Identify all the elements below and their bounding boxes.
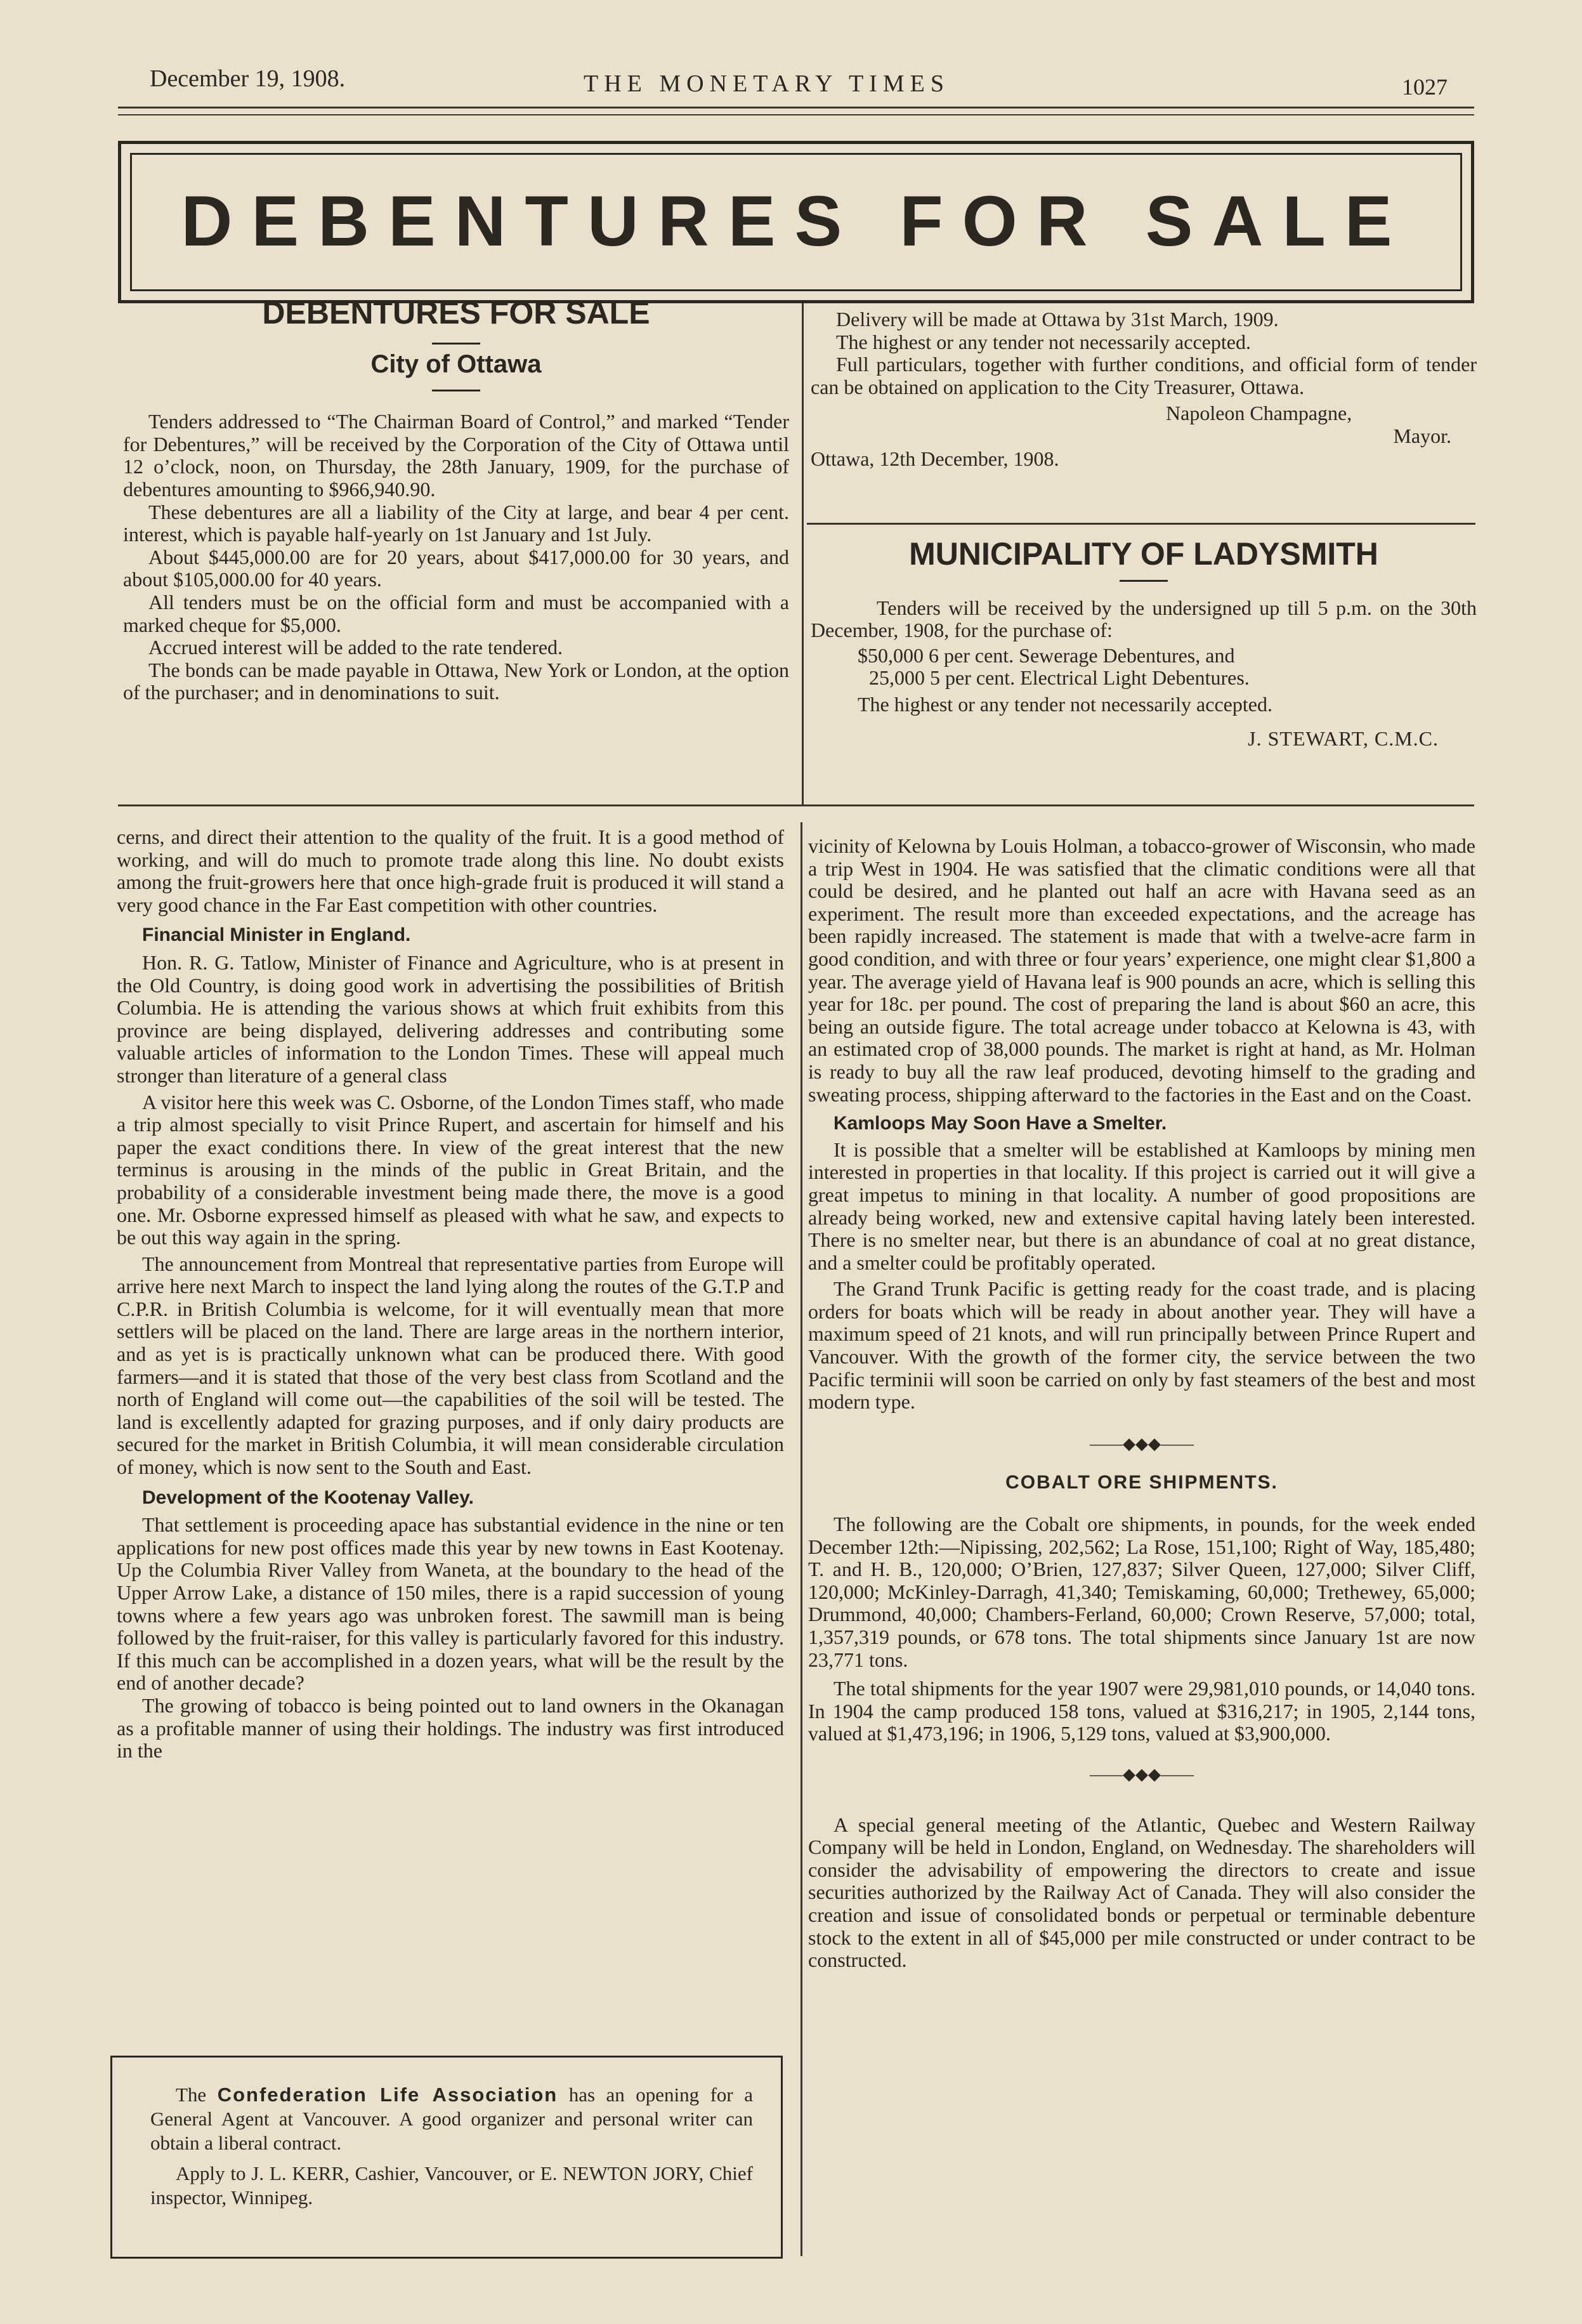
top-column-divider <box>802 303 804 804</box>
article-paragraph: The announcement from Montreal that representative parties from Europe will arrive here next March to inspect the land lying along the routes of the G.T.P and C.P.R. in British Columbia is welcome, for it will eventually mean that more settlers will be placed on the land. There are large areas in the northern interior, and as yet is is practically unknown what can be produced there. With good farmers—and it is stated that those of the very best class from Scotland and the north of England will come out—the capabilities of the soil will be tested. The land is excellently adapted for grazing purposes, and if only dairy products are secured for the market in British Columbia, it will mean considerable circulation of money, which is now sent to the South and East. <box>117 1252 784 1479</box>
article-paragraph: The total shipments for the year 1907 were 29,981,010 pounds, or 14,040 tons. In 1904 the camp produced 158 tons, valued at $316,217; in 1905, 2,144 tons, valued at $1,473,196; in 1906, 5,129 tons, valued at $3,900,000. <box>808 1677 1475 1745</box>
ladysmith-ad <box>811 536 1477 750</box>
ladysmith-closing: The highest or any tender not necessarily accepted. <box>858 692 1272 716</box>
ladysmith-top-rule <box>807 523 1475 525</box>
left-column <box>117 826 784 1763</box>
ottawa-ad-subtitle: City of Ottawa <box>370 350 542 378</box>
section-ornament: ——◆◆◆—— <box>1090 1764 1194 1783</box>
ottawa-dateline: Ottawa, 12th December, 1908. <box>811 447 1059 470</box>
ottawa-paragraph: Full particulars, together with further conditions, and official form of tender can be obtained on application to the City Treasurer, Ottawa. <box>811 353 1477 398</box>
ottawa-ad <box>123 295 789 704</box>
header-rule-bottom <box>118 114 1474 115</box>
debentures-banner <box>118 141 1474 303</box>
article-paragraph: A special general meeting of the Atlantic, Quebec and Western Railway Company will be held in London, England, on Wednesday. The shareholders will consider the advisability of empowering the directors to create and issue securities authorized by the Railway Act of Canada. They will also consider the creation and issue of consolidated bonds or perpetual or terminable debenture stock to the extent in all of $45,000 per mile constructed or under contract to be constructed. <box>808 1813 1475 1972</box>
confederation-ad-text: The Confederation Life Association has an opening for a General Agent at Vancouver. A good organizer and personal writer can obtain a liberal contract. <box>150 2084 754 2154</box>
subheading-financial-minister: Financial Minister in England. <box>142 924 411 946</box>
ottawa-paragraph: The highest or any tender not necessarily accepted. <box>836 330 1251 353</box>
article-paragraph: That settlement is proceeding apace has substantial evidence in the nine or ten applications for new post offices made this year by new towns in East Kootenay. Up the Columbia River Valley from Waneta, at the boundary to the head of the Upper Arrow Lake, a distance of 150 miles, there is a rapid succession of young towns where a few years ago was unbroken forest. The sawmill man is being followed by the fruit-raiser, for this valley is particularly favored for this industry. If this much can be accomplished in a dozen years, what will be the result by the end of another decade? <box>117 1513 784 1695</box>
confederation-life-ad <box>110 2056 783 2259</box>
subheading-kootenay-valley: Development of the Kootenay Valley. <box>142 1487 474 1508</box>
ladysmith-signatory: J. STEWART, C.M.C. <box>1248 726 1439 750</box>
ottawa-signatory-title: Mayor. <box>1393 424 1451 447</box>
article-paragraph: Hon. R. G. Tatlow, Minister of Finance and Agriculture, who is at present in the Old Country, is doing good work in advertising the possibilities of British Columbia. He is attending the various shows at which fruit exhibits from this province are being displayed, delivering addresses and contributing some valuable articles of information to the London Times. These will appeal much stronger than literature of a general class <box>117 950 784 1087</box>
ottawa-paragraph: Tenders addressed to “The Chairman Board of Control,” and marked “Tender for Debentures,” will be received by the Corporation of the City of Ottawa until 12 o’clock, noon, on Thursday, the 28th January, 1909, for the purchase of debentures amounting to $966,940.90. <box>123 410 789 501</box>
ladysmith-item: 25,000 5 per cent. Electrical Light Debentures. <box>869 666 1250 690</box>
section-ornament: ——◆◆◆—— <box>1090 1434 1194 1453</box>
article-paragraph: vicinity of Kelowna by Louis Holman, a tobacco-grower of Wisconsin, who made a trip West in 1904. He was satisfied that the climatic conditions were all that could be desired, and he planted out half an acre with Havana seed as an experiment. The result more than exceeded expectations, and the acreage has been rapidly increased. The statement is made that with a twelve-acre farm in good condition, and with three or four years’ experience, one might clear $1,800 a year. The average yield of Havana leaf is 900 pounds an acre, which is selling this year for 18c. per pound. The cost of preparing the land is about $60 an acre, this being an outside figure. The total acreage under tobacco at Kelowna is 43, with an estimated crop of 38,000 pounds. The market is right at hand, as Mr. Holman is ready to buy all the raw leaf produced, devoting himself to the grading and sweating process, shipping afterward to the factories in the East and on the Coast. <box>808 834 1475 1106</box>
confederation-apply-text: Apply to J. L. KERR, Cashier, Vancouver, or E. NEWTON JORY, Chief inspector, Winnipeg. <box>150 2162 753 2209</box>
article-paragraph: The following are the Cobalt ore shipments, in pounds, for the week ended December 12th:—Nipissing, 202,562; La Rose, 151,100; Right of Way, 185,480; T. and H. B., 120,000; O’Brien, 127,837; Silver Queen, 127,000; Silver Cliff, 120,000; McKinley-Darragh, 41,340; Temiskaming, 60,000; Trethewey, 65,000; Drummond, 40,000; Chambers-Ferland, 60,000; Crown Reserve, 57,000; total, 1,357,319 pounds, or 678 tons. The total shipments since January 1st are now 23,771 tons. <box>808 1513 1475 1671</box>
banner-title: DEBENTURES FOR SALE <box>181 181 1411 261</box>
ottawa-signatory-name: Napoleon Champagne, <box>1166 402 1352 425</box>
ottawa-paragraph: These debentures are all a liability of the City at large, and bear 4 per cent. interest, which is payable half-yearly on 1st January and 1st July. <box>123 500 789 546</box>
ottawa-paragraph: Delivery will be made at Ottawa by 31st March, 1909. <box>836 308 1279 331</box>
header-rule-top <box>118 107 1474 108</box>
article-paragraph: It is possible that a smelter will be established at Kamloops by mining men interested in properties in that locality. If this project is carried out it will give a great impetus to mining in that locality. A number of good propositions are already being worked, new and extensive capital having lately been interested. There is no smelter near, but there is an abundance of coal at no great distance, and a smelter could be profitably operated. <box>808 1138 1475 1274</box>
issue-date: December 19, 1908. <box>150 65 346 92</box>
ladysmith-intro: Tenders will be received by the undersigned up till 5 p.m. on the 30th December, 1908, for the purchase of: <box>811 596 1477 642</box>
ottawa-paragraph: All tenders must be on the official form and must be accompanied with a marked cheque for $5,000. <box>123 590 789 636</box>
article-paragraph: The growing of tobacco is being pointed out to land owners in the Okanagan as a profitable manner of using their holdings. The industry was first introduced in the <box>117 1693 784 1763</box>
article-paragraph: The Grand Trunk Pacific is getting ready for the coast trade, and is placing orders for boats which will be ready in about another year. They will have a maximum speed of 21 knots, and will run principally between Prince Rupert and Vancouver. With the growth of the former city, the service between the two Pacific terminii will soon be carried on only by fast steamers of the best and most modern type. <box>808 1277 1475 1414</box>
page-number: 1027 <box>1402 74 1448 100</box>
ladysmith-ad-title: MUNICIPALITY OF LADYSMITH <box>909 536 1378 572</box>
confederation-name: Confederation Life Association <box>217 2084 558 2106</box>
ottawa-ad-continued <box>811 308 1477 470</box>
right-column <box>808 835 1475 1972</box>
article-paragraph: A visitor here this week was C. Osborne, of the London Times staff, who made a trip almost specially to visit Prince Rupert, and ascertain for himself and his paper the exact conditions there. In view of the great interest that the new terminus is arousing in the minds of the public in Great Britain, and the probability of a considerable investment being made there, the move is a good one. Mr. Osborne expressed himself as pleased with what he saw, and expects to be out this way again in the spring. <box>117 1090 784 1249</box>
subheading-cobalt-ore: COBALT ORE SHIPMENTS. <box>1005 1472 1278 1494</box>
article-paragraph: cerns, and direct their attention to the quality of the fruit. It is a good method of working, and will do much to promote trade along this line. No doubt exists among the fruit-growers here that once high-grade fruit is produced it will stand a very good chance in the Far East competition with other countries. <box>117 825 784 916</box>
ottawa-ad-title: DEBENTURES FOR SALE <box>262 295 650 331</box>
ottawa-paragraph: Accrued interest will be added to the rate tendered. <box>148 636 563 659</box>
ladysmith-item: $50,000 6 per cent. Sewerage Debentures, and <box>858 643 1235 667</box>
publication-title: THE MONETARY TIMES <box>584 70 950 97</box>
subheading-kamloops-smelter: Kamloops May Soon Have a Smelter. <box>833 1113 1167 1134</box>
ottawa-paragraph: The bonds can be made payable in Ottawa, New York or London, at the option of the purchaser; and in denominations to suit. <box>123 658 789 704</box>
section-rule <box>118 804 1474 806</box>
lower-column-divider <box>801 822 802 2256</box>
ottawa-paragraph: About $445,000.00 are for 20 years, about $417,000.00 for 30 years, and about $105,000.00 for 40 years. <box>123 545 789 591</box>
